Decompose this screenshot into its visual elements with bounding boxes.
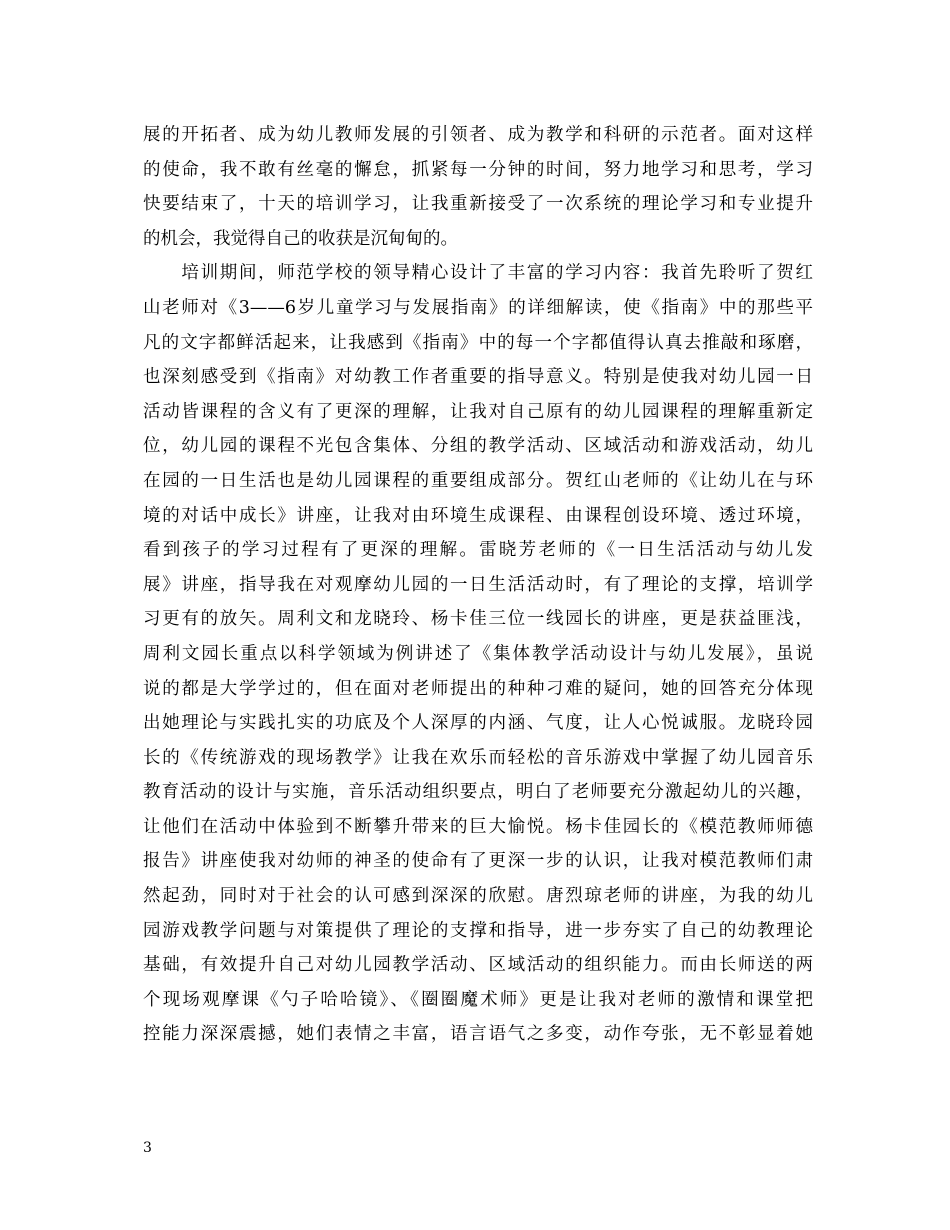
text-line: 的使命，我不敢有丝毫的懈怠，抓紧每一分钟的时间，努力地学习和思考，学习 xyxy=(143,159,813,180)
text-line: 的机会，我觉得自己的收获是沉甸甸的。 xyxy=(143,228,458,249)
text-line: 园游戏教学问题与对策提供了理论的支撑和指导，进一步夯实了自己的幼教理论 xyxy=(143,920,813,941)
text-line: 控能力深深震撼，她们表情之丰富，语言语气之多变，动作夸张，无不彰显着她 xyxy=(143,1024,813,1045)
text-line: 活动皆课程的含义有了更深的理解，让我对自己原有的幼儿园课程的理解重新定 xyxy=(143,401,813,422)
text-line: 教育活动的设计与实施，音乐活动组织要点，明白了老师要充分激起幼儿的兴趣， xyxy=(143,782,813,803)
text-line: 个现场观摩课《勺子哈哈镜》、《圈圈魔术师》更是让我对老师的激情和课堂把 xyxy=(143,989,813,1010)
text-line: 基础，有效提升自己对幼儿园教学活动、区域活动的组织能力。而由长师送的两 xyxy=(143,955,813,976)
text-line: 出她理论与实践扎实的功底及个人深厚的内涵、气度，让人心悦诚服。龙晓玲园 xyxy=(143,713,813,734)
page-number: 3 xyxy=(143,1140,152,1156)
text-line: 在园的一日生活也是幼儿园课程的重要组成部分。贺红山老师的《让幼儿在与环 xyxy=(143,470,813,491)
text-line: 看到孩子的学习过程有了更深的理解。雷晓芳老师的《一日生活活动与幼儿发 xyxy=(143,540,813,561)
text-line: 山老师对《3——6岁儿童学习与发展指南》的详细解读，使《指南》中的那些平 xyxy=(143,297,813,318)
text-line: 凡的文字都鲜活起来，让我感到《指南》中的每一个字都值得认真去推敲和琢磨， xyxy=(143,332,813,353)
text-line: 然起劲，同时对于社会的认可感到深深的欣慰。唐烈琼老师的讲座，为我的幼儿 xyxy=(143,886,813,907)
text-line: 培训期间，师范学校的领导精心设计了丰富的学习内容：我首先聆听了贺红 xyxy=(143,263,813,284)
text-line: 境的对话中成长》讲座，让我对由环境生成课程、由课程创设环境、透过环境， xyxy=(143,505,813,526)
text-line: 展的开拓者、成为幼儿教师发展的引领者、成为教学和科研的示范者。面对这样 xyxy=(143,125,813,145)
text-line: 报告》讲座使我对幼师的神圣的使命有了更深一步的认识，让我对模范教师们肃 xyxy=(143,851,813,872)
text-line: 位，幼儿园的课程不光包含集体、分组的教学活动、区域活动和游戏活动，幼儿 xyxy=(143,436,813,457)
text-line: 快要结束了，十天的培训学习，让我重新接受了一次系统的理论学习和专业提升 xyxy=(143,194,813,215)
text-line: 说的都是大学学过的，但在面对老师提出的种种刁难的疑问，她的回答充分体现 xyxy=(143,678,813,699)
text-line: 周利文园长重点以科学领域为例讲述了《集体教学活动设计与幼儿发展》，虽说 xyxy=(143,643,813,664)
text-line: 习更有的放矢。周利文和龙晓玲、杨卡佳三位一线园长的讲座，更是获益匪浅， xyxy=(143,609,813,630)
text-line: 展》讲座，指导我在对观摩幼儿园的一日生活活动时，有了理论的支撑，培训学 xyxy=(143,574,813,595)
body-text xyxy=(143,118,813,1052)
text-line: 长的《传统游戏的现场教学》让我在欢乐而轻松的音乐游戏中掌握了幼儿园音乐 xyxy=(143,747,813,768)
text-line: 也深刻感受到《指南》对幼教工作者重要的指导意义。特别是使我对幼儿园一日 xyxy=(143,367,813,388)
text-line: 让他们在活动中体验到不断攀升带来的巨大愉悦。杨卡佳园长的《模范教师师德 xyxy=(143,816,813,837)
